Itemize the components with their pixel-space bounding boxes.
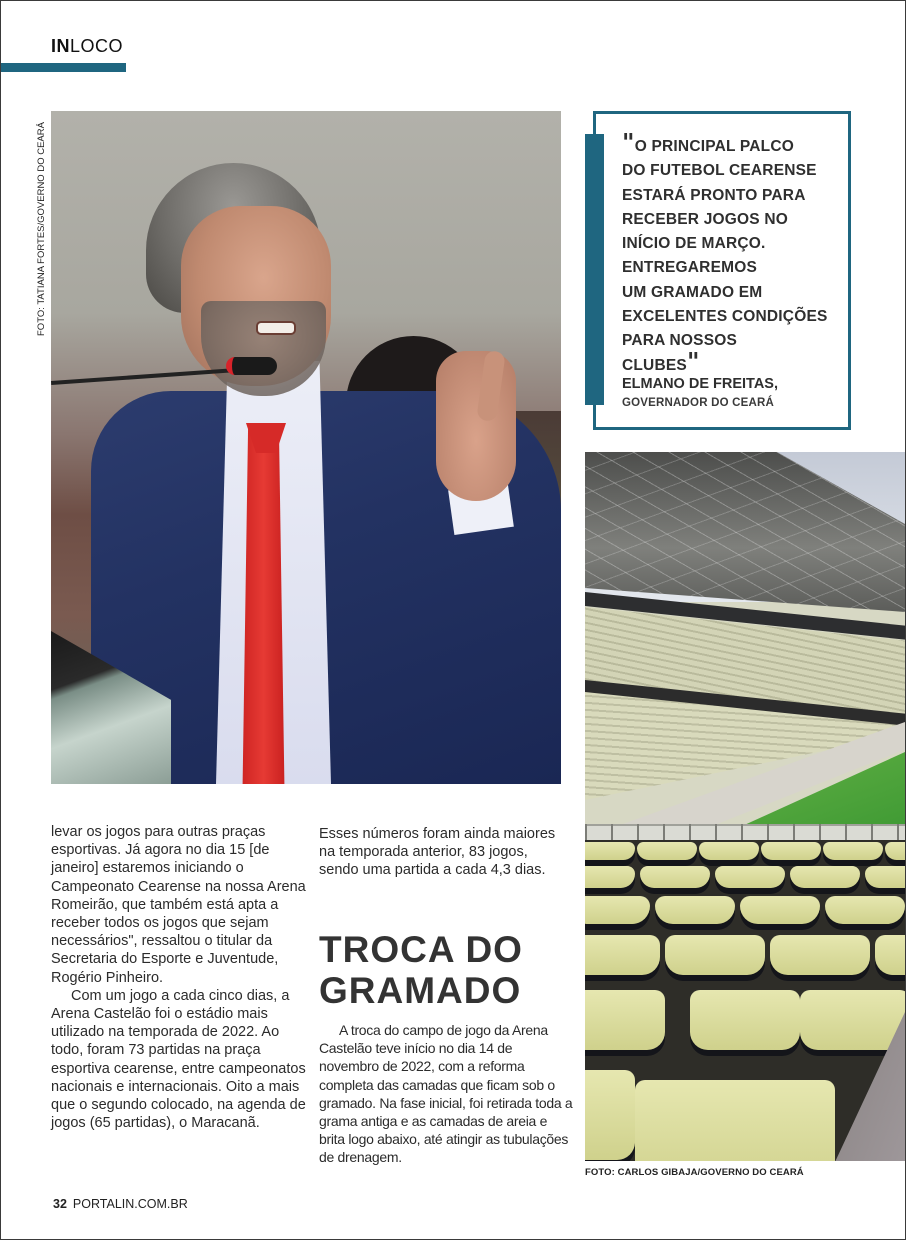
- seat: [585, 935, 660, 975]
- seat: [635, 1080, 835, 1161]
- paragraph: levar os jogos para outras praças esportivas. Já agora no dia 15 [de janeiro] estaremos iniciando o Campeonato Cearense na nossa Arena Romeirão, que também está apta a receber todos os jogos que sejam necessários", ressaltou o titular da Secretaria do Esporte e Juventude, Rogério Pinheiro.: [51, 824, 306, 986]
- quote-line: DO FUTEBOL CEARENSE: [622, 162, 817, 180]
- subheading: TROCA DO GRAMADO: [319, 929, 523, 1011]
- quote-line: ESTARÁ PRONTO PARA: [622, 186, 806, 204]
- close-quote-icon: ": [686, 346, 700, 376]
- seat: [825, 896, 905, 924]
- seat: [585, 1070, 635, 1160]
- seat: [770, 935, 870, 975]
- seat: [585, 896, 650, 924]
- paragraph: Esses números foram ainda maiores na temporada anterior, 83 jogos, sendo uma partida a cada 4,3 dias.: [319, 826, 556, 879]
- section-label: [51, 36, 123, 57]
- seat: [690, 990, 800, 1050]
- pull-quote-accent-bar: [585, 134, 604, 405]
- stadium-photo: [585, 452, 905, 1161]
- seat: [800, 990, 905, 1050]
- page-footer: [53, 1197, 188, 1211]
- seat: [790, 866, 860, 888]
- photo-mouth: [256, 321, 296, 335]
- seat: [655, 896, 735, 924]
- portrait-photo-credit: [36, 111, 48, 336]
- seat: [715, 866, 785, 888]
- article-column-3: [319, 1021, 575, 1167]
- seat: [699, 842, 759, 860]
- seat: [865, 866, 905, 888]
- quote-line: EXCELENTES CONDIÇÕES: [622, 308, 828, 326]
- seat: [585, 842, 635, 860]
- open-quote-icon: ": [622, 128, 635, 157]
- seat: [823, 842, 883, 860]
- quote-line: UM GRAMADO EM: [622, 283, 763, 301]
- quote-line: PARA NOSSOS: [622, 332, 738, 350]
- seat: [885, 842, 905, 860]
- section-label-bold: IN: [51, 36, 70, 56]
- pull-quote-text: [622, 128, 844, 378]
- quote-author: ELMANO DE FREITAS,: [622, 376, 779, 392]
- quote-line: O PRINCIPAL PALCO: [634, 138, 794, 155]
- seat: [637, 842, 697, 860]
- photo-seats: [585, 840, 905, 1161]
- quote-line: CLUBES: [622, 356, 687, 374]
- section-label-light: LOCO: [70, 36, 124, 56]
- page-number: 32: [53, 1197, 67, 1211]
- quote-line: INÍCIO DE MARÇO.: [622, 235, 766, 253]
- paragraph: A troca do campo de jogo da Arena Castelão teve início no dia 14 de novembro de 2022, com a reforma completa das camadas que ficam sob o gramado. Na fase inicial, foi retirada toda a grama antiga e as camadas de areia e brita logo abaixo, até atingir as tubulações de drenagem.: [319, 1022, 573, 1166]
- seat: [740, 896, 820, 924]
- quote-line: RECEBER JOGOS NO: [622, 210, 788, 228]
- photo-railing: [585, 824, 905, 840]
- portrait-photo: [51, 111, 561, 784]
- seat: [585, 990, 665, 1050]
- quote-line: ENTREGAREMOS: [622, 259, 758, 277]
- article-column-2: [319, 825, 571, 880]
- footer-site-link[interactable]: PORTALIN.COM.BR: [72, 1197, 188, 1211]
- stadium-photo-credit: FOTO: CARLOS GIBAJA/GOVERNO DO CEARÁ: [585, 1167, 804, 1178]
- article-column-1: [51, 823, 313, 1132]
- microphone-icon: [226, 357, 277, 375]
- paragraph: Com um jogo a cada cinco dias, a Arena Castelão foi o estádio mais utilizado na temporada de 2022. Ao todo, foram 73 partidas na praça esportiva cearense, entre campeonatos nacionais e internacionais. Oito a mais que o segundo colocado, na agenda de jogos (65 partidas), o Maracanã.: [51, 987, 306, 1132]
- portrait-photo-credit-text: FOTO: TATIANA FORTES/GOVERNO DO CEARÁ: [36, 122, 47, 336]
- seat: [585, 866, 635, 888]
- seat: [761, 842, 821, 860]
- quote-author-role: GOVERNADOR DO CEARÁ: [622, 397, 775, 409]
- seat: [665, 935, 765, 975]
- seat: [640, 866, 710, 888]
- photo-hand: [436, 351, 516, 501]
- section-accent-bar: [1, 63, 126, 72]
- seat: [875, 935, 905, 975]
